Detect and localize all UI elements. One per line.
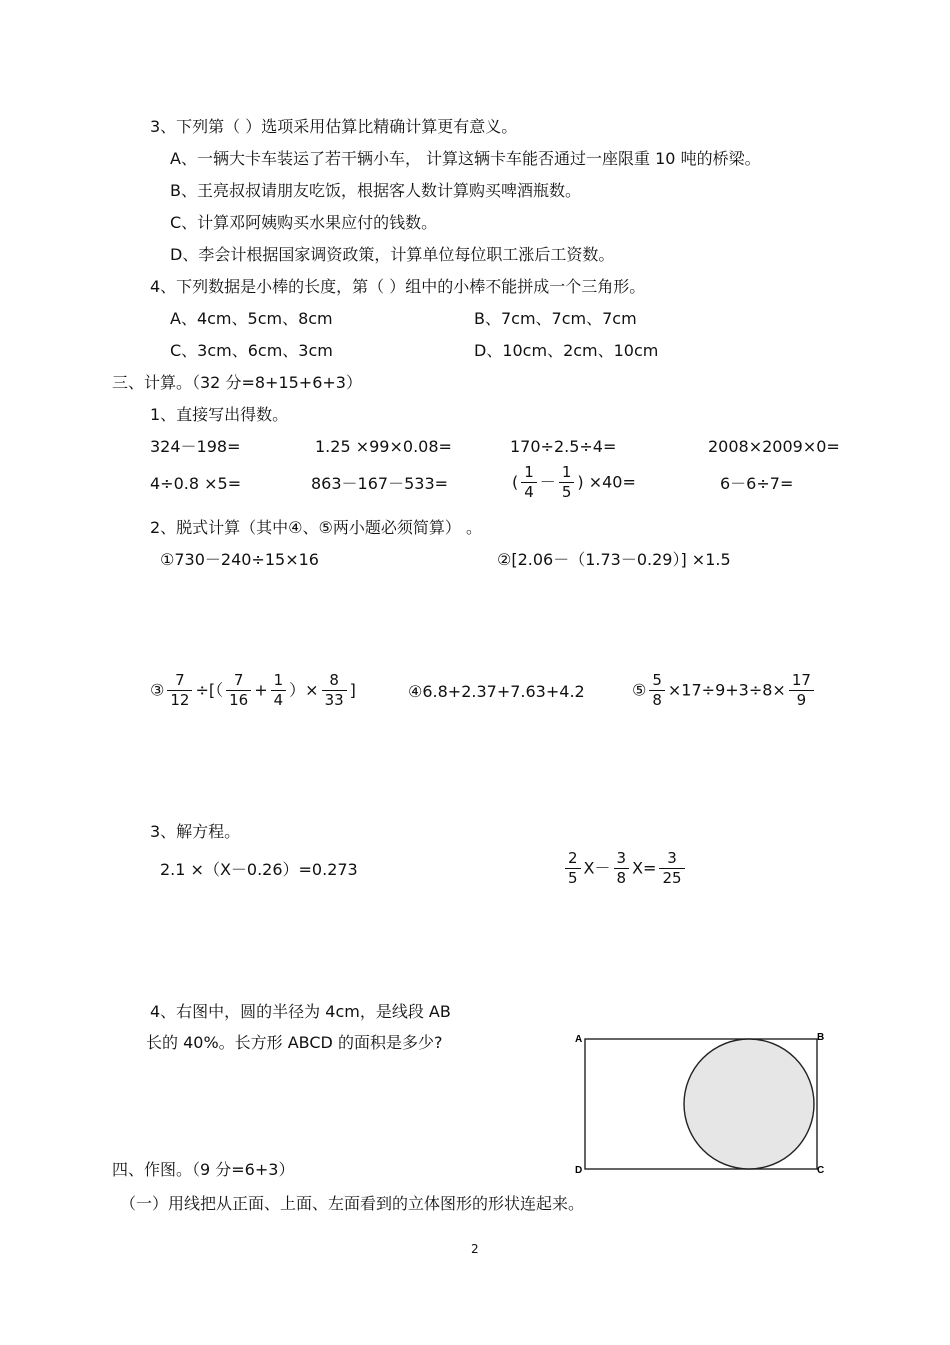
q3-option-b: B、王亮叔叔请朋友吃饭，根据客人数计算购买啤酒瓶数。 xyxy=(170,181,581,200)
denominator: 12 xyxy=(170,691,190,709)
fraction xyxy=(226,671,251,710)
denominator: 33 xyxy=(324,691,344,709)
section-4-title: 四、作图。（9 分=6+3） xyxy=(112,1160,295,1179)
denominator: 5 xyxy=(568,869,578,887)
mental-calc-6: 863－167－533= xyxy=(311,474,449,493)
numerator: 1 xyxy=(521,463,537,483)
fraction xyxy=(659,849,684,888)
operator: ）× xyxy=(289,680,319,700)
mental-calc-5: 4÷0.8 ×5= xyxy=(150,474,242,493)
denominator: 9 xyxy=(796,691,807,709)
fraction xyxy=(649,671,665,710)
label-a: A xyxy=(575,1034,583,1045)
denominator: 4 xyxy=(273,691,284,709)
numerator: 1 xyxy=(559,463,575,483)
part-2-title: 2、脱式计算（其中④、⑤两小题必须简算） 。 xyxy=(150,518,482,537)
variable-term: X= xyxy=(632,858,657,878)
q4-option-b: B、7cm、7cm、7cm xyxy=(474,309,637,328)
numerator: 2 xyxy=(565,849,581,869)
label-b: B xyxy=(817,1032,825,1043)
fraction xyxy=(614,849,630,888)
circled-number: ⑤ xyxy=(632,680,647,700)
page-number: 2 xyxy=(471,1242,479,1256)
equation-2 xyxy=(562,849,688,888)
fraction xyxy=(565,849,581,888)
mental-calc-7 xyxy=(512,463,636,502)
minus-sign: － xyxy=(539,472,556,492)
q3-option-d: D、李会计根据国家调资政策，计算单位每位职工涨后工资数。 xyxy=(170,245,615,264)
part-3-title: 3、解方程。 xyxy=(150,822,241,841)
q4-option-a: A、4cm、5cm、8cm xyxy=(170,309,333,328)
fraction xyxy=(521,463,537,502)
label-d: D xyxy=(575,1165,583,1176)
fraction xyxy=(167,671,192,710)
numerator: 7 xyxy=(226,671,251,691)
plus-sign: + xyxy=(254,680,268,700)
open-paren: ( xyxy=(512,472,519,492)
step-calc-1: ①730－240÷15×16 xyxy=(160,550,319,569)
part-4-line-1: 4、右图中，圆的半径为 4cm，是线段 AB xyxy=(150,1002,451,1021)
denominator: 5 xyxy=(561,483,572,501)
numerator: 5 xyxy=(649,671,665,691)
circle xyxy=(684,1039,814,1169)
fraction xyxy=(271,671,287,710)
q3-stem: 3、下列第（ ）选项采用估算比精确计算更有意义。 xyxy=(150,117,518,136)
mental-calc-2: 1.25 ×99×0.08= xyxy=(315,437,452,456)
equation-1: 2.1 ×（X－0.26）=0.273 xyxy=(160,860,358,879)
step-calc-5 xyxy=(632,671,817,710)
operator: ×17÷9+3÷8× xyxy=(667,680,786,700)
numerator: 7 xyxy=(167,671,192,691)
denominator: 8 xyxy=(652,691,662,709)
variable-term: X－ xyxy=(583,858,611,878)
close-bracket: ] xyxy=(349,680,356,700)
step-calc-4: ④6.8+2.37+7.63+4.2 xyxy=(408,682,585,701)
step-calc-3 xyxy=(150,671,356,710)
denominator: 16 xyxy=(229,691,249,709)
step-calc-2: ②[2.06－（1.73－0.29）] ×1.5 xyxy=(497,550,731,569)
rectangle-circle-figure xyxy=(572,1028,832,1178)
mental-calc-8: 6－6÷7= xyxy=(720,474,794,493)
q4-stem: 4、下列数据是小棒的长度，第（ ）组中的小棒不能拼成一个三角形。 xyxy=(150,277,646,296)
part-4-line-2: 长的 40%。长方形 ABCD 的面积是多少? xyxy=(146,1033,443,1052)
numerator: 1 xyxy=(271,671,287,691)
part-1-title: 1、直接写出得数。 xyxy=(150,405,289,424)
fraction xyxy=(559,463,575,502)
mental-calc-3: 170÷2.5÷4= xyxy=(510,437,617,456)
operator: ÷[（ xyxy=(195,680,224,700)
q3-option-a: A、一辆大卡车装运了若干辆小车， 计算这辆卡车能否通过一座限重 10 吨的桥梁。 xyxy=(170,149,761,168)
section-4-part-1: （一）用线把从正面、上面、左面看到的立体图形的形状连起来。 xyxy=(120,1194,585,1213)
denominator: 4 xyxy=(524,483,534,501)
fraction xyxy=(789,671,814,710)
numerator: 17 xyxy=(789,671,814,691)
numerator: 8 xyxy=(322,671,347,691)
denominator: 8 xyxy=(616,869,627,887)
denominator: 25 xyxy=(662,869,682,887)
circled-number: ③ xyxy=(150,680,165,700)
numerator: 3 xyxy=(659,849,684,869)
q4-option-c: C、3cm、6cm、3cm xyxy=(170,341,333,360)
fraction xyxy=(322,671,347,710)
tail: ) ×40= xyxy=(577,472,636,492)
section-3-title: 三、计算。（32 分=8+15+6+3） xyxy=(112,373,362,392)
label-c: C xyxy=(817,1165,825,1176)
numerator: 3 xyxy=(614,849,630,869)
mental-calc-4: 2008×2009×0= xyxy=(708,437,840,456)
mental-calc-1: 324－198= xyxy=(150,437,241,456)
q4-option-d: D、10cm、2cm、10cm xyxy=(474,341,659,360)
q3-option-c: C、计算邓阿姨购买水果应付的钱数。 xyxy=(170,213,438,232)
